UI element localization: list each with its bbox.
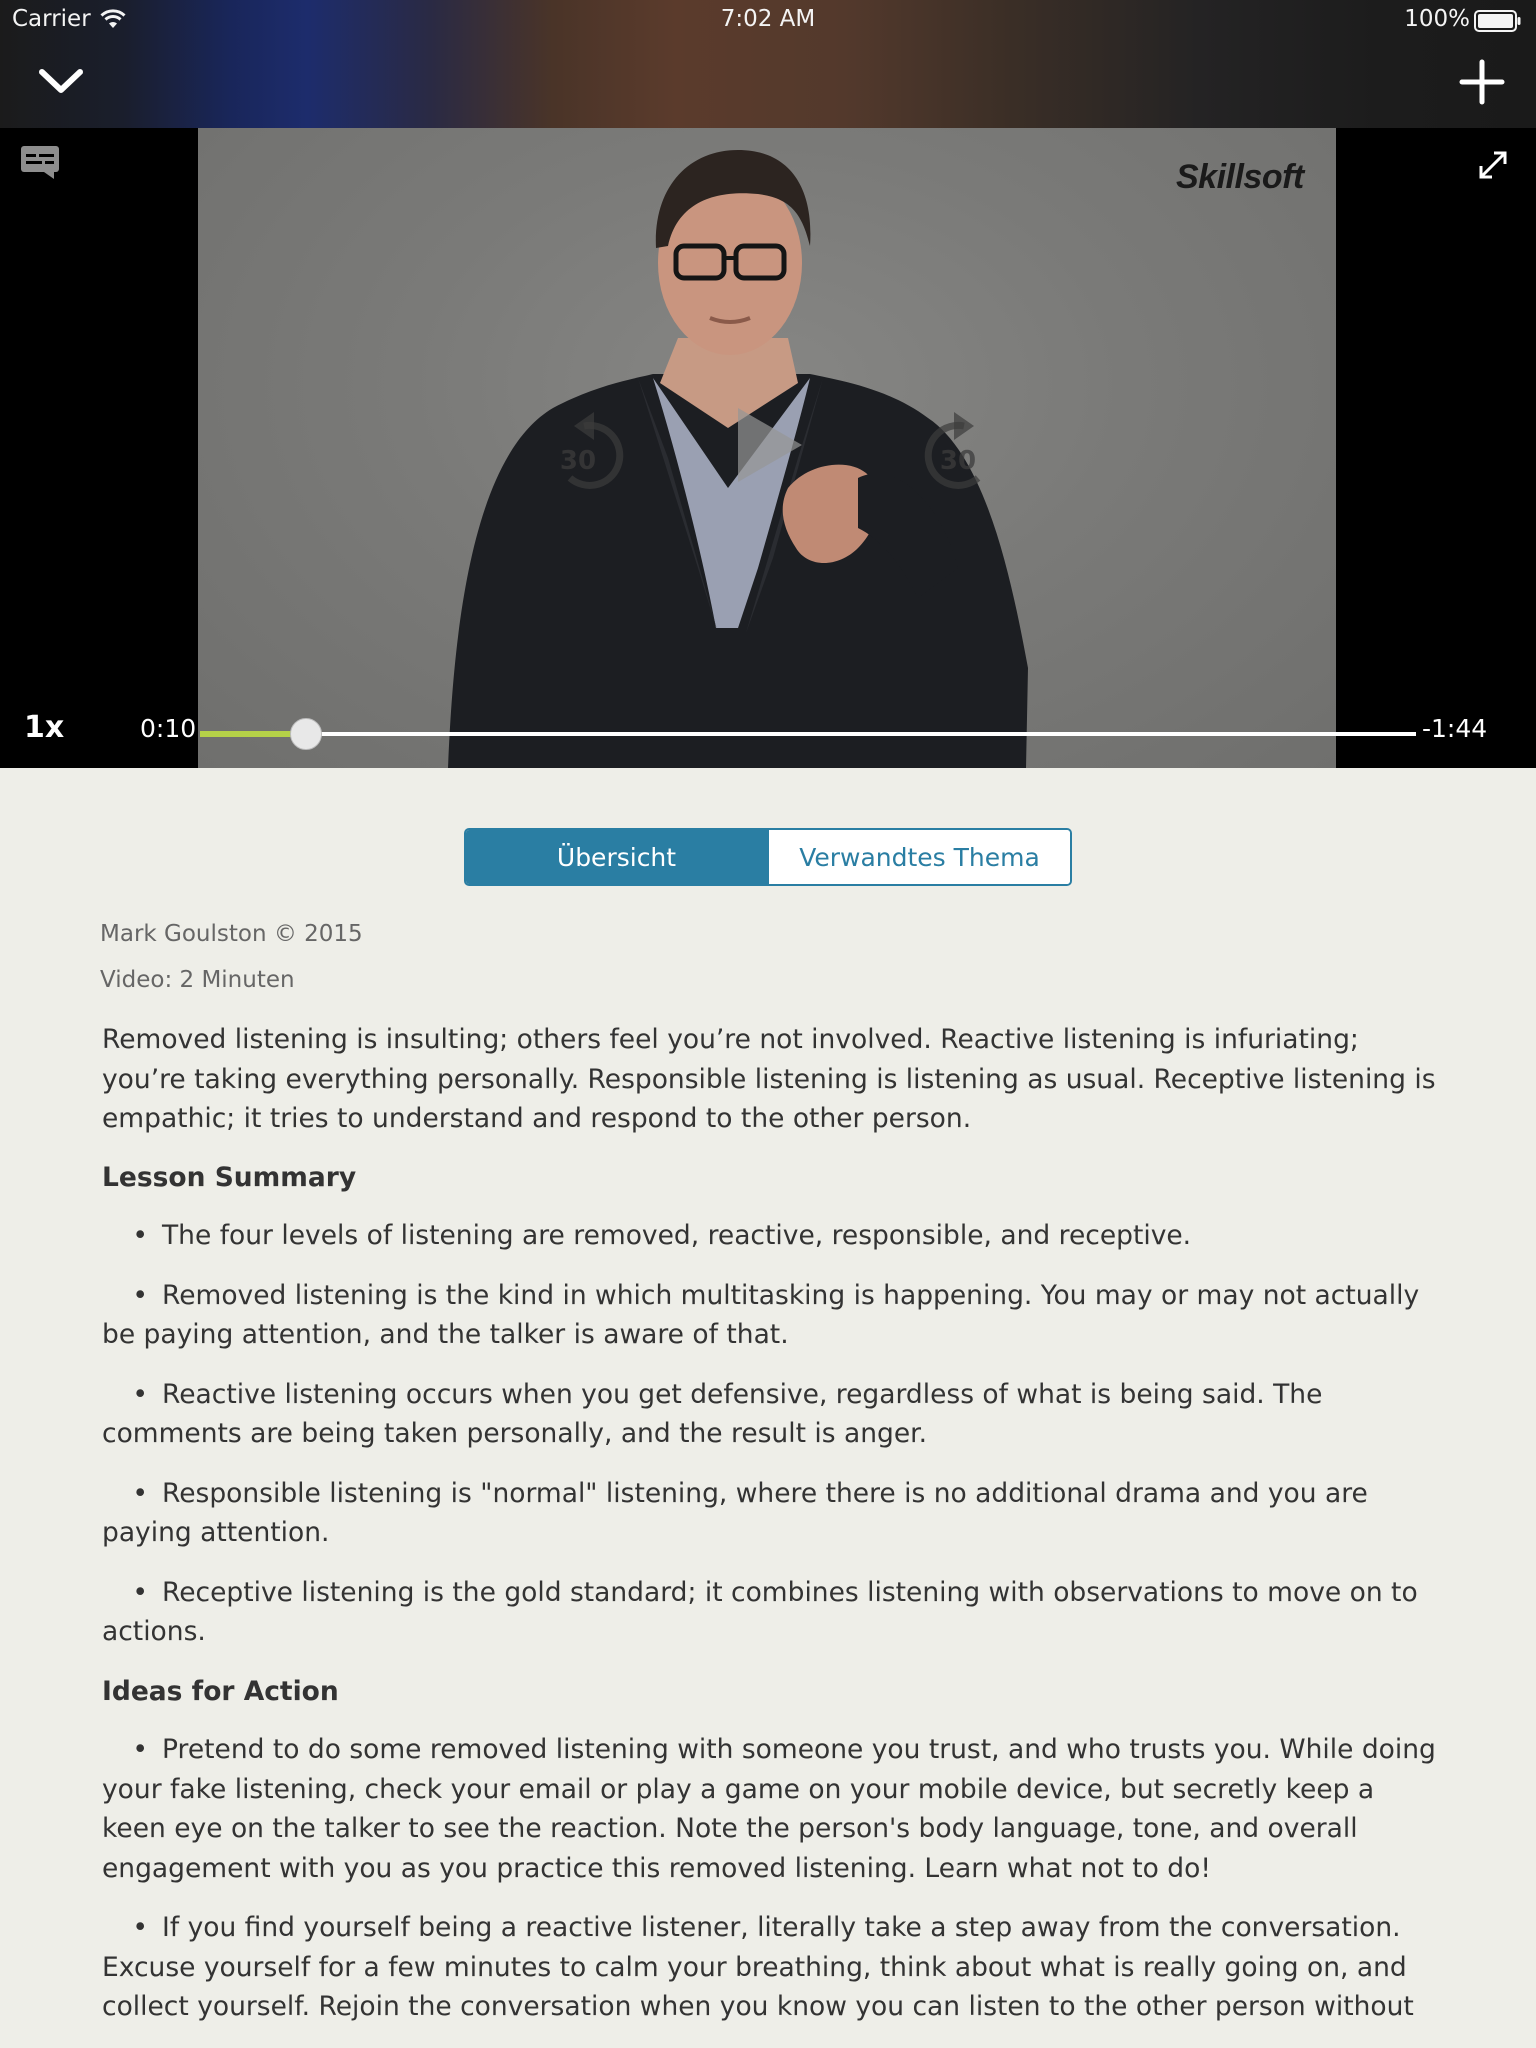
battery-percentage: 100% (1404, 6, 1470, 32)
fullscreen-icon[interactable] (1476, 148, 1510, 182)
list-item-text: Reactive listening occurs when you get defensive, regardless of what is being said. The comments are being taken personally, and the result is anger. (102, 1378, 1323, 1449)
author-copyright: Mark Goulston © 2015 (100, 921, 363, 947)
bullet-marker: • (132, 1378, 148, 1410)
chevron-down-icon[interactable] (36, 60, 86, 102)
bullet-marker: • (132, 1220, 148, 1251)
seek-bar-thumb[interactable] (290, 718, 322, 750)
list-item-text: Receptive listening is the gold standard; it combines listening with observations to move on to actions. (102, 1576, 1418, 1647)
list-item-text: If you find yourself being a reactive listener, literally take a step away from the conversation. Excuse yourself for a few minutes to calm your breathing, think about what is really going on, and collect yourself. Rejoin the conversation when you know you can listen to the other person without (102, 1912, 1414, 2022)
bullet-marker: • (132, 1912, 148, 1943)
tab-switcher (464, 828, 1072, 886)
forward-seconds-label: 30 (939, 446, 977, 476)
play-icon[interactable] (730, 400, 810, 490)
bullet-marker: • (132, 1576, 148, 1608)
list-item-text: Removed listening is the kind in which multitasking is happening. You may or may not actually be paying attention, and the talker is aware of that. (102, 1279, 1420, 1350)
plus-icon[interactable] (1458, 58, 1506, 106)
playback-speed-button[interactable]: 1x (24, 710, 65, 745)
list-item (102, 1573, 1440, 1652)
list-item (102, 1375, 1440, 1454)
captions-icon[interactable] (20, 144, 60, 180)
bullet-marker: • (132, 1279, 148, 1311)
tab-overview[interactable]: Übersicht (466, 830, 767, 884)
bullet-marker: • (132, 1477, 148, 1509)
video-duration: Video: 2 Minuten (100, 967, 295, 993)
list-item-text: Responsible listening is "normal" listening, where there is no additional drama and you are paying attention. (102, 1477, 1368, 1548)
list-item (102, 1730, 1440, 1888)
bullet-marker: • (132, 1734, 148, 1765)
list-item (102, 1908, 1440, 2027)
video-player[interactable] (0, 128, 1536, 768)
list-item (102, 1216, 1440, 1256)
lesson-summary-heading: Lesson Summary (102, 1161, 357, 1193)
tab-related-topic[interactable]: Verwandtes Thema (767, 830, 1070, 884)
top-bar (0, 0, 1536, 128)
elapsed-time: 0:10 (140, 714, 197, 743)
list-item (102, 1474, 1440, 1553)
list-item (102, 1276, 1440, 1355)
list-item-text: Pretend to do some removed listening with someone you trust, and who trusts you. While doing your fake listening, check your email or play a game on your mobile device, but secretly keep a keen eye on the talker to see the reaction. Note the person's body language, tone, and overall engagement with you as you practice this removed listening. Learn what not to do! (102, 1734, 1436, 1884)
ideas-for-action-heading: Ideas for Action (102, 1675, 339, 1707)
seek-bar-track[interactable] (200, 732, 1416, 736)
intro-paragraph: Removed listening is insulting; others feel you’re not involved. Reactive listening is infuriating; you’re taking everything personally. Responsible listening is listening as usual. Receptive listening is empathic; it tries to understand and respond to the other person. (102, 1024, 1436, 1134)
list-item-text: The four levels of listening are removed, reactive, responsible, and receptive. (162, 1220, 1192, 1251)
carrier-label: Carrier (12, 6, 91, 32)
skillsoft-logo: Skillsoft (1176, 158, 1304, 196)
remaining-time: -1:44 (1422, 714, 1488, 743)
battery-icon (1474, 10, 1522, 32)
rewind-seconds-label: 30 (559, 446, 597, 476)
overview-content (100, 918, 1440, 2047)
status-time: 7:02 AM (720, 6, 816, 32)
